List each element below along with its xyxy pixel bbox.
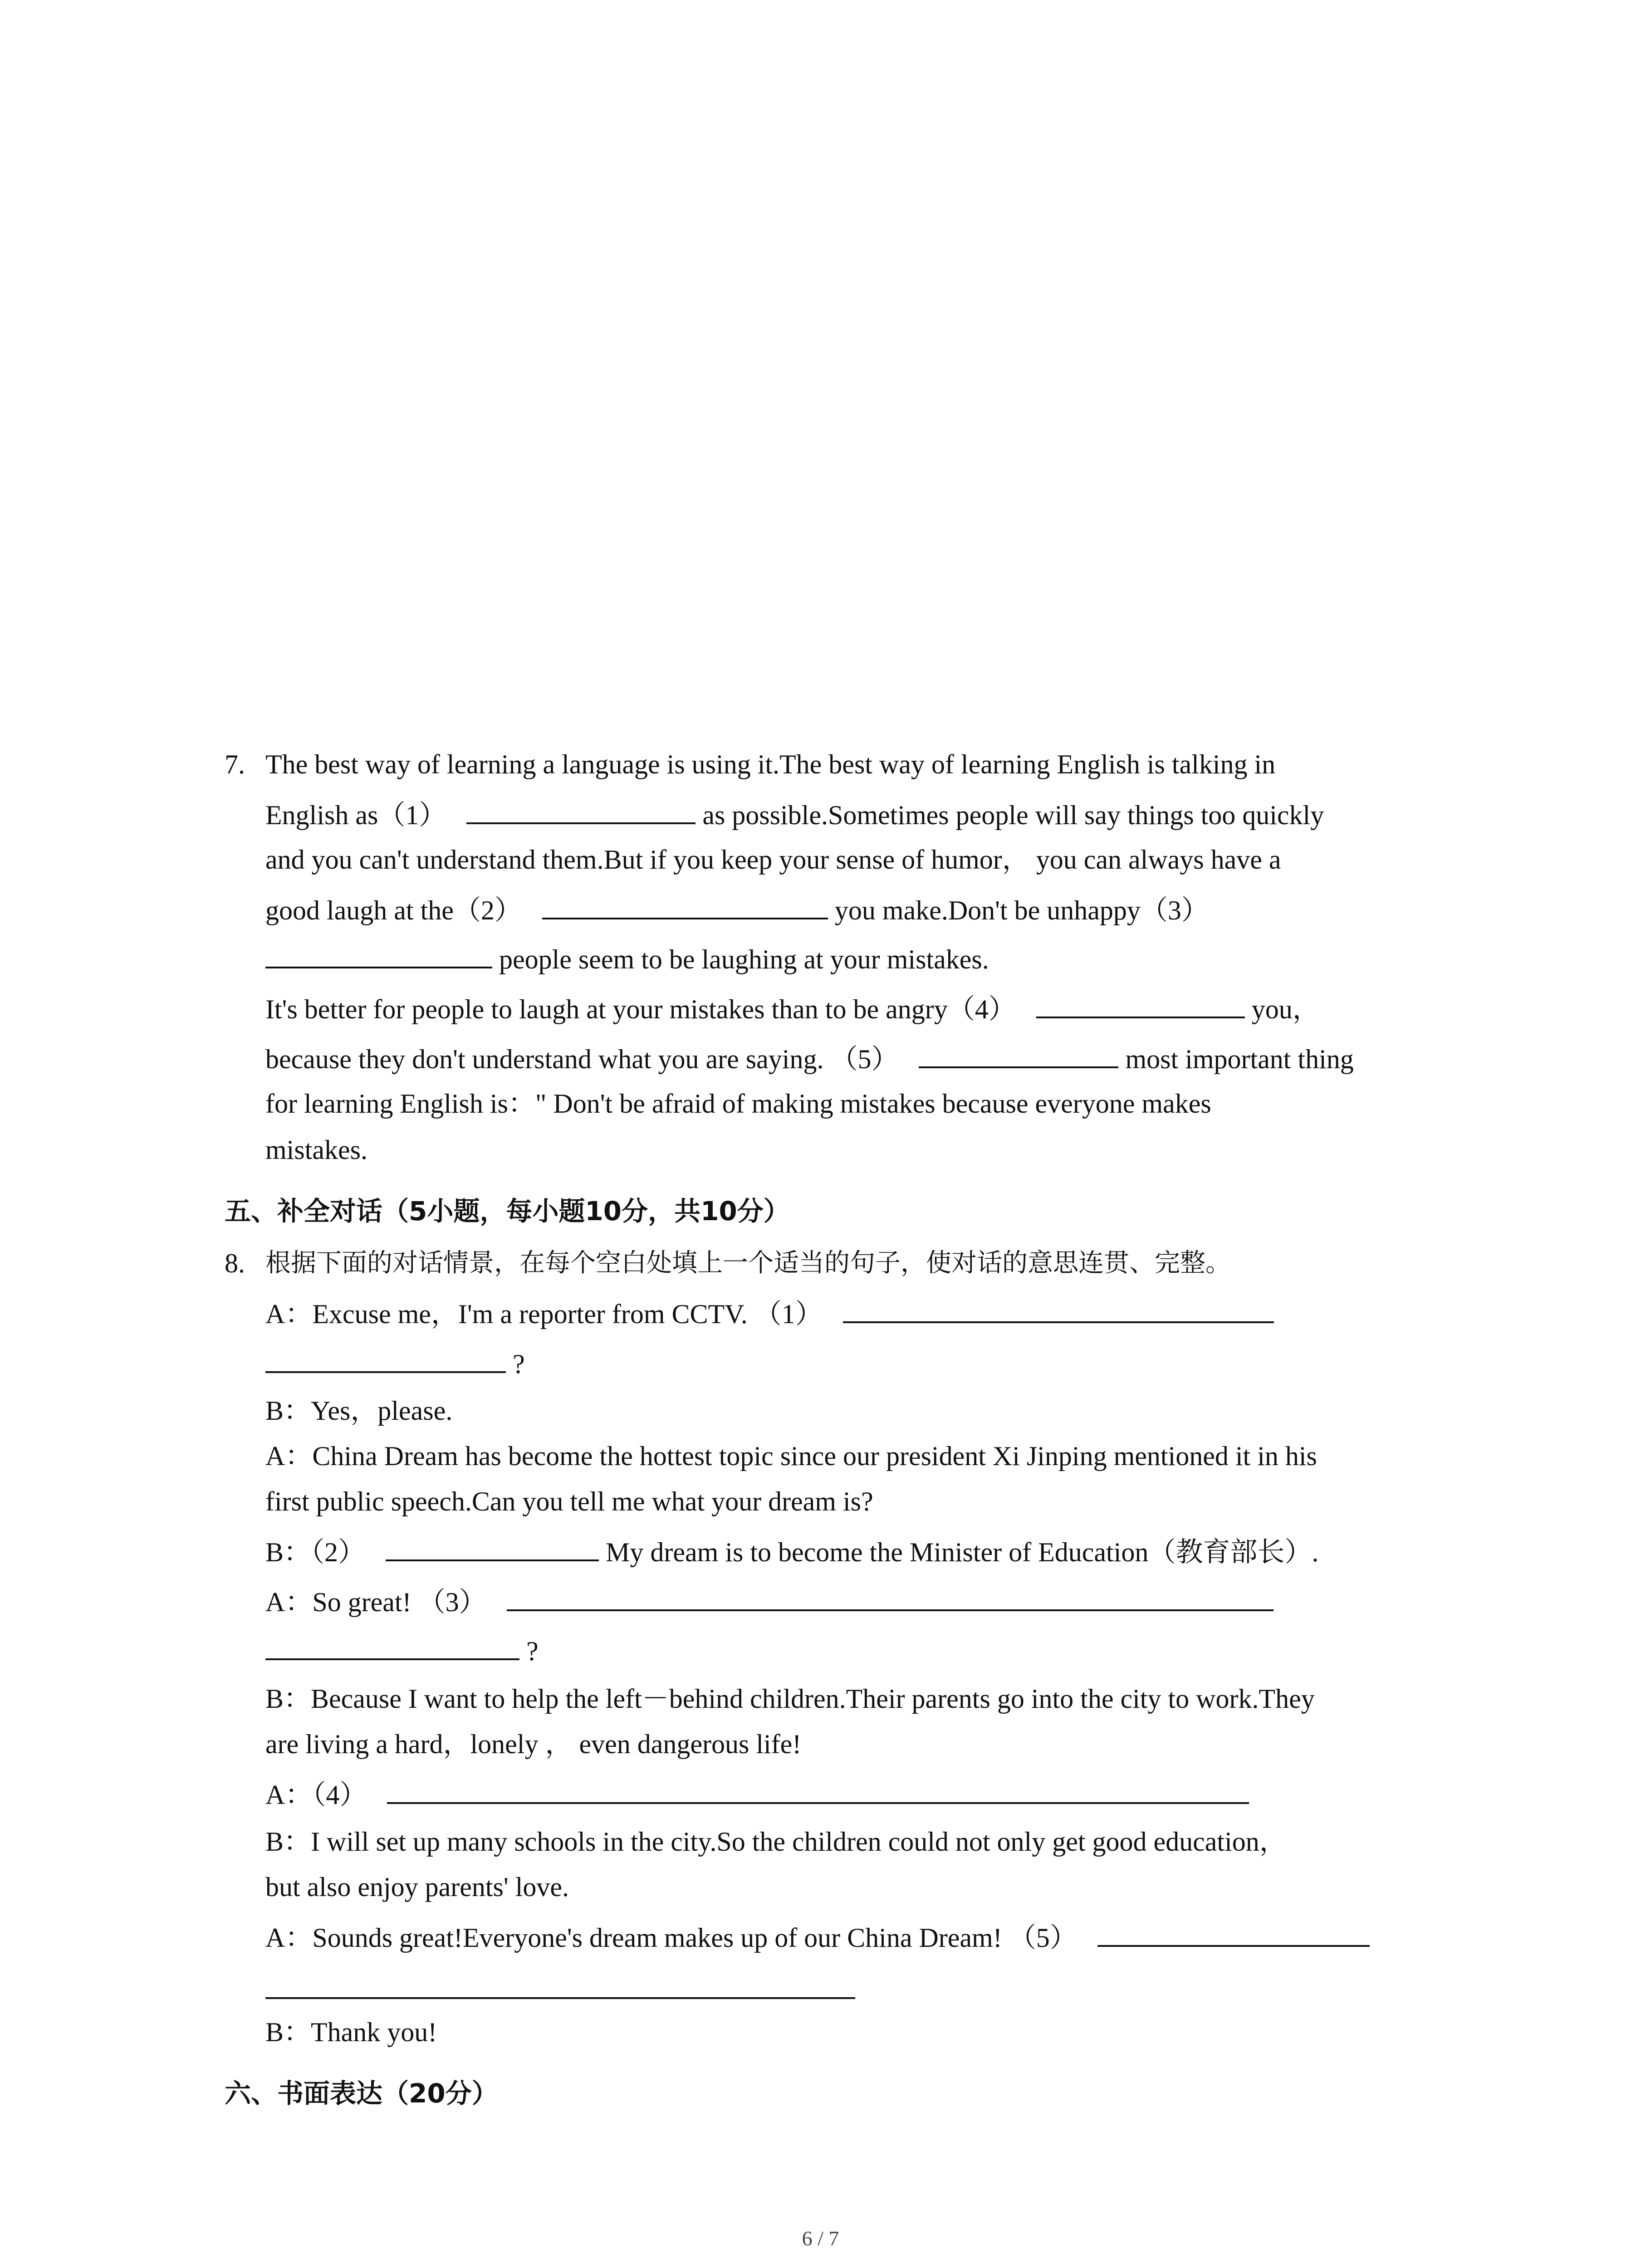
question-8: [225, 1245, 1231, 1281]
text-segment: most important thing: [1125, 1044, 1354, 1074]
dialogue-text: A：Sounds great!Everyone's dream makes up of our China Dream! （5）: [265, 1923, 1077, 1953]
dialogue-blank-5-cont[interactable]: [265, 1971, 855, 1999]
dialogue-line: B：Thank you!: [265, 2017, 437, 2047]
text-line: [265, 796, 1324, 833]
question-number: 7.: [225, 749, 245, 779]
dialogue-line: [265, 1919, 1370, 1956]
dialogue-line: first public speech.Can you tell me what your dream is?: [265, 1486, 873, 1516]
dialogue-blank-3[interactable]: [507, 1583, 1274, 1611]
dialogue-line: [265, 1533, 1318, 1570]
dialogue-line: are living a hard，lonely ， even dangerous life!: [265, 1729, 802, 1759]
dialogue-line: [265, 1583, 1274, 1620]
text-segment: you，: [1251, 994, 1320, 1024]
text-segment: good laugh at the（2）: [265, 895, 522, 925]
dialogue-blank-1[interactable]: [843, 1295, 1274, 1323]
section-title: 五、补全对话（5小题，每小题10分，共10分）: [225, 1196, 790, 1227]
dialogue-blank-3-cont[interactable]: [265, 1632, 519, 1660]
text-segment: because they don't understand what you are saying. （5）: [265, 1044, 899, 1074]
dialogue-text: A：So great! （3）: [265, 1587, 486, 1617]
dialogue-line: [265, 1345, 525, 1382]
dialogue-blank-5[interactable]: [1097, 1919, 1370, 1947]
dialogue-line: B：I will set up many schools in the city.So the children could not only get good education，: [265, 1827, 1287, 1857]
dialogue-text: A：Excuse me，I'm a reporter from CCTV. （1）: [265, 1299, 823, 1329]
question-number: 8.: [225, 1248, 245, 1278]
dialogue-text: ?: [526, 1636, 539, 1666]
answer-blank-3[interactable]: [265, 940, 492, 968]
text-line: mistakes.: [265, 1135, 367, 1165]
dialogue-text: ?: [513, 1349, 525, 1379]
text-segment: people seem to be laughing at your mistakes.: [499, 944, 989, 974]
text-segment: It's better for people to laugh at your mistakes than to be angry（4）: [265, 994, 1016, 1024]
dialogue-text: B：（2）: [265, 1537, 366, 1567]
dialogue-line: but also enjoy parents' love.: [265, 1872, 569, 1902]
text-segment: as possible.Sometimes people will say things too quickly: [702, 800, 1324, 830]
dialogue-text: A：（4）: [265, 1780, 367, 1810]
dialogue-line: B：Because I want to help the left－behind children.Their parents go into the city to work.They: [265, 1684, 1315, 1714]
dialogue-line: B：Yes，please.: [265, 1396, 453, 1426]
section-title: 六、书面表达（20分）: [225, 2078, 498, 2109]
text-segment: you make.Don't be unhappy（3）: [834, 895, 1209, 925]
instruction-text: 根据下面的对话情景，在每个空白处填上一个适当的句子，使对话的意思连贯、完整。: [265, 1248, 1231, 1278]
dialogue-line: A：China Dream has become the hottest topic since our president Xi Jinping mentioned it in his: [265, 1441, 1317, 1471]
text-line: The best way of learning a language is using it.The best way of learning English is talking in: [265, 749, 1276, 779]
dialogue-blank-1-cont[interactable]: [265, 1345, 506, 1373]
answer-blank-2[interactable]: [542, 891, 828, 919]
text-line: and you can't understand them.But if you keep your sense of humor， you can always have a: [265, 845, 1281, 875]
answer-blank-4[interactable]: [1036, 990, 1245, 1018]
text-line: [265, 1040, 1354, 1077]
dialogue-line: [265, 1776, 1249, 1813]
dialogue-line: [265, 1971, 855, 2008]
answer-blank-1[interactable]: [466, 796, 696, 824]
answer-blank-5[interactable]: [919, 1040, 1118, 1068]
dialogue-line: [265, 1295, 1274, 1332]
dialogue-line: [265, 1632, 539, 1669]
dialogue-text: My dream is to become the Minister of Education（教育部长）.: [606, 1537, 1319, 1567]
text-line: [265, 891, 1209, 929]
dialogue-blank-2[interactable]: [386, 1533, 599, 1561]
dialogue-blank-4[interactable]: [387, 1776, 1249, 1804]
text-line: for learning English is：" Don't be afraid of making mistakes because everyone makes: [265, 1089, 1211, 1119]
page-number: 6 / 7: [802, 2227, 839, 2250]
question-7: [225, 746, 1276, 782]
text-segment: English as（1）: [265, 800, 446, 830]
text-line: [265, 940, 989, 978]
text-line: [265, 990, 1320, 1027]
